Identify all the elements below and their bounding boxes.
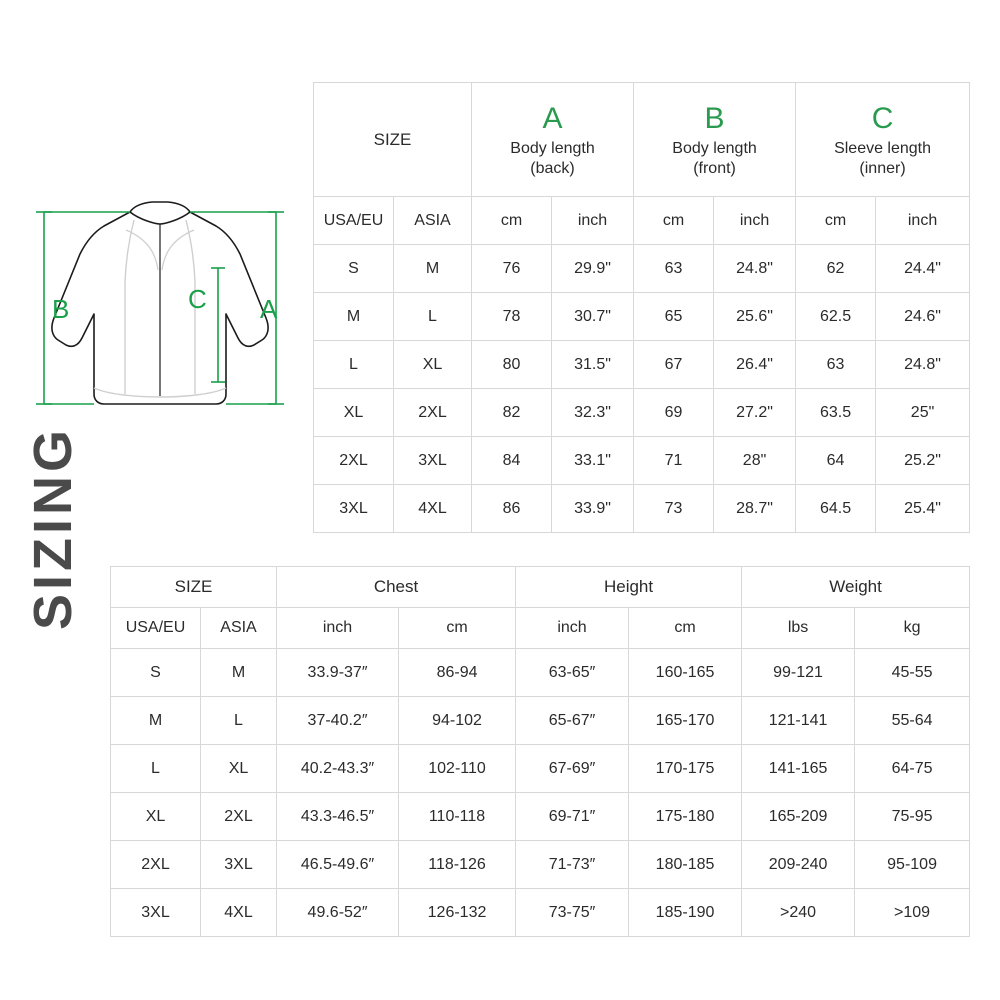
subheader-cell: inch <box>714 197 796 245</box>
subheader-cell: inch <box>277 608 399 649</box>
table-cell: 40.2-43.3″ <box>277 745 399 793</box>
table-cell: 63-65″ <box>516 649 629 697</box>
table-cell: 84 <box>472 437 552 485</box>
subheader-cell: cm <box>634 197 714 245</box>
table-cell: S <box>314 245 394 293</box>
table-row <box>111 889 970 937</box>
table-cell: M <box>201 649 277 697</box>
table-cell: 27.2" <box>714 389 796 437</box>
table-cell: 73 <box>634 485 714 533</box>
table-row <box>111 649 970 697</box>
subheader-cell: kg <box>855 608 970 649</box>
table-cell: 71-73″ <box>516 841 629 889</box>
table-cell: M <box>394 245 472 293</box>
table-cell: >109 <box>855 889 970 937</box>
table-cell: 75-95 <box>855 793 970 841</box>
table-cell: 33.9" <box>552 485 634 533</box>
table-cell: 62 <box>796 245 876 293</box>
table-cell: 86-94 <box>399 649 516 697</box>
table-cell: 31.5" <box>552 341 634 389</box>
table-cell: 185-190 <box>629 889 742 937</box>
table-row <box>111 841 970 889</box>
table-cell: 165-170 <box>629 697 742 745</box>
table-cell: XL <box>111 793 201 841</box>
table-cell: 37-40.2″ <box>277 697 399 745</box>
subheader-cell: inch <box>552 197 634 245</box>
table-cell: 65 <box>634 293 714 341</box>
table-cell: 24.8" <box>714 245 796 293</box>
marker-c-label: C <box>188 284 207 314</box>
table-cell: L <box>394 293 472 341</box>
subheader-cell: ASIA <box>394 197 472 245</box>
table-cell: 102-110 <box>399 745 516 793</box>
page-side-label: SIZING <box>23 425 83 630</box>
table-cell: 165-209 <box>742 793 855 841</box>
table-row <box>314 245 970 293</box>
table-cell: L <box>314 341 394 389</box>
header-group-a: A Body length (back) <box>472 83 634 197</box>
marker-b-label: B <box>52 294 70 324</box>
table-cell: 86 <box>472 485 552 533</box>
table-cell: 28.7" <box>714 485 796 533</box>
table-row <box>314 389 970 437</box>
table-cell: 2XL <box>314 437 394 485</box>
header-group-chest: Chest <box>277 567 516 608</box>
table-cell: L <box>111 745 201 793</box>
table-cell: 28" <box>714 437 796 485</box>
table-cell: 82 <box>472 389 552 437</box>
table-cell: M <box>111 697 201 745</box>
header-group-weight: Weight <box>742 567 970 608</box>
subheader-cell: inch <box>876 197 970 245</box>
subheader-cell: inch <box>516 608 629 649</box>
table-cell: 3XL <box>314 485 394 533</box>
header-group-c: C Sleeve length (inner) <box>796 83 970 197</box>
table-cell: 141-165 <box>742 745 855 793</box>
table-cell: 94-102 <box>399 697 516 745</box>
table-row <box>314 293 970 341</box>
table-cell: 170-175 <box>629 745 742 793</box>
table-cell: 99-121 <box>742 649 855 697</box>
table-cell: 24.8" <box>876 341 970 389</box>
table-cell: 33.9-37″ <box>277 649 399 697</box>
table-cell: 2XL <box>111 841 201 889</box>
table-cell: 3XL <box>394 437 472 485</box>
table-cell: 69 <box>634 389 714 437</box>
table-subheader-row <box>314 197 970 245</box>
table-cell: 3XL <box>201 841 277 889</box>
table-cell: 2XL <box>201 793 277 841</box>
table-cell: 63.5 <box>796 389 876 437</box>
table-cell: 62.5 <box>796 293 876 341</box>
table-cell: M <box>314 293 394 341</box>
measurement-table-body <box>110 566 970 937</box>
table-cell: 71 <box>634 437 714 485</box>
table-cell: 25" <box>876 389 970 437</box>
table-header-row <box>314 83 970 197</box>
garment-diagram <box>30 190 290 435</box>
header-group-height: Height <box>516 567 742 608</box>
table-cell: 65-67″ <box>516 697 629 745</box>
table-cell: 73-75″ <box>516 889 629 937</box>
subheader-cell: cm <box>796 197 876 245</box>
table-cell: L <box>201 697 277 745</box>
header-group-b: B Body length (front) <box>634 83 796 197</box>
table-cell: 46.5-49.6″ <box>277 841 399 889</box>
table-cell: S <box>111 649 201 697</box>
table-cell: 26.4" <box>714 341 796 389</box>
table-subheader-row <box>111 608 970 649</box>
table-cell: 180-185 <box>629 841 742 889</box>
table-cell: 126-132 <box>399 889 516 937</box>
subheader-cell: USA/EU <box>111 608 201 649</box>
table-cell: XL <box>314 389 394 437</box>
table-row <box>111 697 970 745</box>
table-header-row <box>111 567 970 608</box>
table-row <box>111 745 970 793</box>
table-cell: >240 <box>742 889 855 937</box>
table-cell: 32.3" <box>552 389 634 437</box>
table-cell: 63 <box>634 245 714 293</box>
table-cell: 63 <box>796 341 876 389</box>
table-cell: XL <box>394 341 472 389</box>
table-cell: 24.6" <box>876 293 970 341</box>
table-cell: 2XL <box>394 389 472 437</box>
table-row <box>314 485 970 533</box>
table-cell: 25.4" <box>876 485 970 533</box>
table-cell: 209-240 <box>742 841 855 889</box>
table-cell: 4XL <box>201 889 277 937</box>
table-cell: 24.4" <box>876 245 970 293</box>
table-cell: 69-71″ <box>516 793 629 841</box>
table-cell: 45-55 <box>855 649 970 697</box>
table-cell: 67-69″ <box>516 745 629 793</box>
subheader-cell: cm <box>629 608 742 649</box>
subheader-cell: cm <box>472 197 552 245</box>
subheader-cell: ASIA <box>201 608 277 649</box>
table-cell: 33.1" <box>552 437 634 485</box>
table-cell: 29.9" <box>552 245 634 293</box>
table-cell: 55-64 <box>855 697 970 745</box>
table-cell: 64 <box>796 437 876 485</box>
table-cell: 118-126 <box>399 841 516 889</box>
header-size: SIZE <box>314 83 472 197</box>
table-cell: 95-109 <box>855 841 970 889</box>
table-cell: 78 <box>472 293 552 341</box>
table-cell: 4XL <box>394 485 472 533</box>
subheader-cell: USA/EU <box>314 197 394 245</box>
table-cell: 121-141 <box>742 697 855 745</box>
subheader-cell: cm <box>399 608 516 649</box>
table-cell: 160-165 <box>629 649 742 697</box>
header-size: SIZE <box>111 567 277 608</box>
table-cell: 67 <box>634 341 714 389</box>
table-cell: 76 <box>472 245 552 293</box>
subheader-cell: lbs <box>742 608 855 649</box>
marker-a-label: A <box>260 294 278 324</box>
table-cell: 30.7" <box>552 293 634 341</box>
table-cell: 80 <box>472 341 552 389</box>
table-cell: 25.2" <box>876 437 970 485</box>
measurement-table-garment <box>313 82 970 533</box>
table-row <box>111 793 970 841</box>
table-cell: 110-118 <box>399 793 516 841</box>
table-cell: 25.6" <box>714 293 796 341</box>
table-cell: XL <box>201 745 277 793</box>
table-cell: 3XL <box>111 889 201 937</box>
table-cell: 64-75 <box>855 745 970 793</box>
table-row <box>314 341 970 389</box>
table-row <box>314 437 970 485</box>
table-cell: 175-180 <box>629 793 742 841</box>
table-cell: 49.6-52″ <box>277 889 399 937</box>
table-cell: 43.3-46.5″ <box>277 793 399 841</box>
table-cell: 64.5 <box>796 485 876 533</box>
